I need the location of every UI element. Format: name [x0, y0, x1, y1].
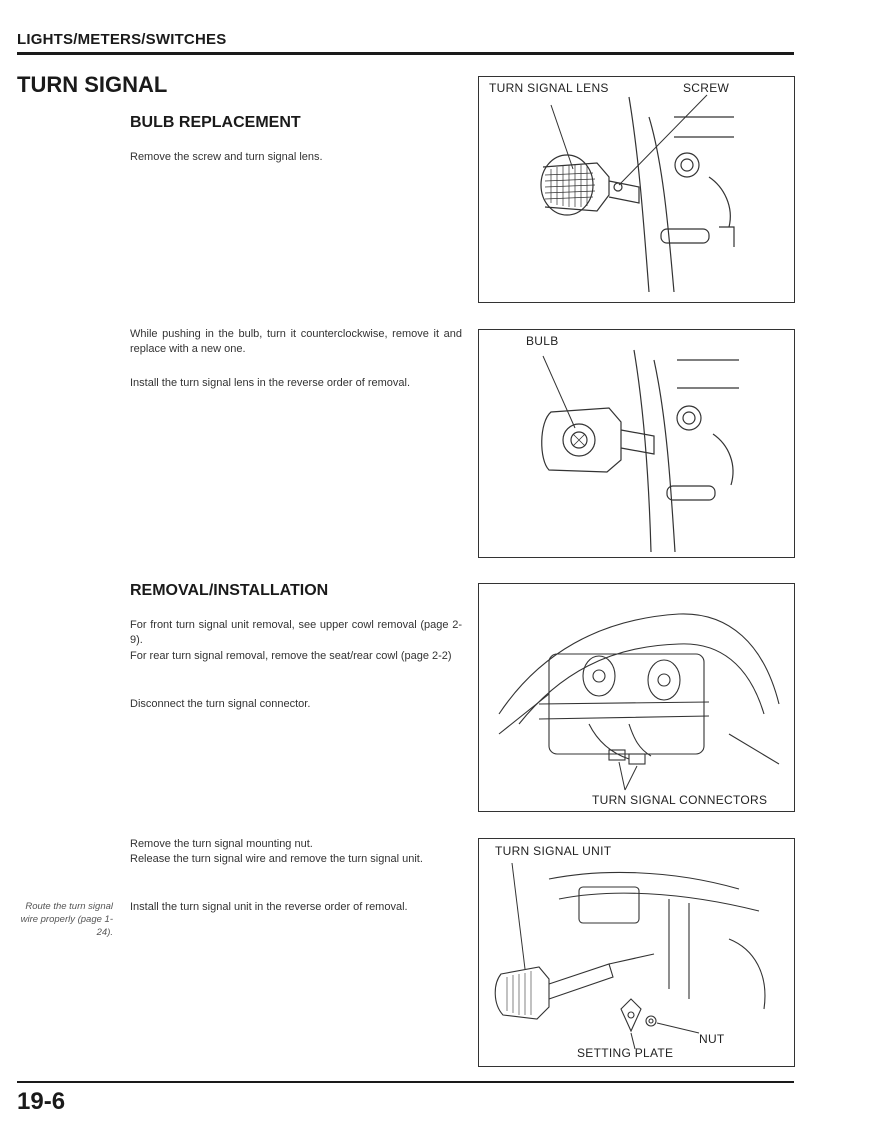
label-setting-plate: SETTING PLATE [577, 1046, 674, 1060]
bulb-step-3: Install the turn signal lens in the reverse order of removal. [130, 377, 411, 389]
bulb-illustration [479, 330, 794, 557]
removal-installation-heading: REMOVAL/INSTALLATION [130, 582, 329, 599]
bulb-replacement-heading: BULB REPLACEMENT [130, 114, 301, 131]
figure-connectors [478, 583, 795, 812]
lens-screw-illustration [479, 77, 794, 302]
label-turn-signal-connectors: TURN SIGNAL CONNECTORS [592, 793, 768, 807]
removal-step-3b: Release the turn signal wire and remove the turn signal unit. [130, 853, 423, 865]
removal-step-2: Disconnect the turn signal connector. [130, 698, 311, 710]
figure-bulb [478, 329, 795, 558]
page-title: TURN SIGNAL [17, 72, 168, 97]
bulb-step-2: While pushing in the bulb, turn it counterclockwise, remove it and replace with a new one. [130, 328, 462, 355]
removal-step-4: Install the turn signal unit in the reverse order of removal. [130, 901, 408, 913]
bulb-step-1: Remove the screw and turn signal lens. [130, 151, 323, 163]
removal-step-3a: Remove the turn signal mounting nut. [130, 838, 313, 850]
header-rule [17, 52, 794, 55]
label-nut: NUT [699, 1032, 725, 1046]
label-bulb: BULB [526, 334, 559, 348]
label-turn-signal-unit: TURN SIGNAL UNIT [495, 844, 612, 858]
figure-lens-screw [478, 76, 795, 303]
page-number: 19-6 [17, 1088, 66, 1115]
removal-step-1b: For rear turn signal removal, remove the seat/rear cowl (page 2-2) [130, 650, 452, 662]
footer-rule [17, 1081, 794, 1083]
removal-step-1a: For front turn signal unit removal, see upper cowl removal (page 2-9). [130, 619, 462, 646]
section-header: LIGHTS/METERS/SWITCHES [17, 31, 227, 48]
label-screw: SCREW [683, 81, 730, 95]
label-turn-signal-lens: TURN SIGNAL LENS [489, 81, 609, 95]
connectors-illustration [479, 584, 794, 811]
turn-signal-unit-illustration [479, 839, 794, 1066]
side-note: Route the turn signal wire properly (page 1-24). [20, 901, 113, 938]
figure-turn-signal-unit [478, 838, 795, 1067]
